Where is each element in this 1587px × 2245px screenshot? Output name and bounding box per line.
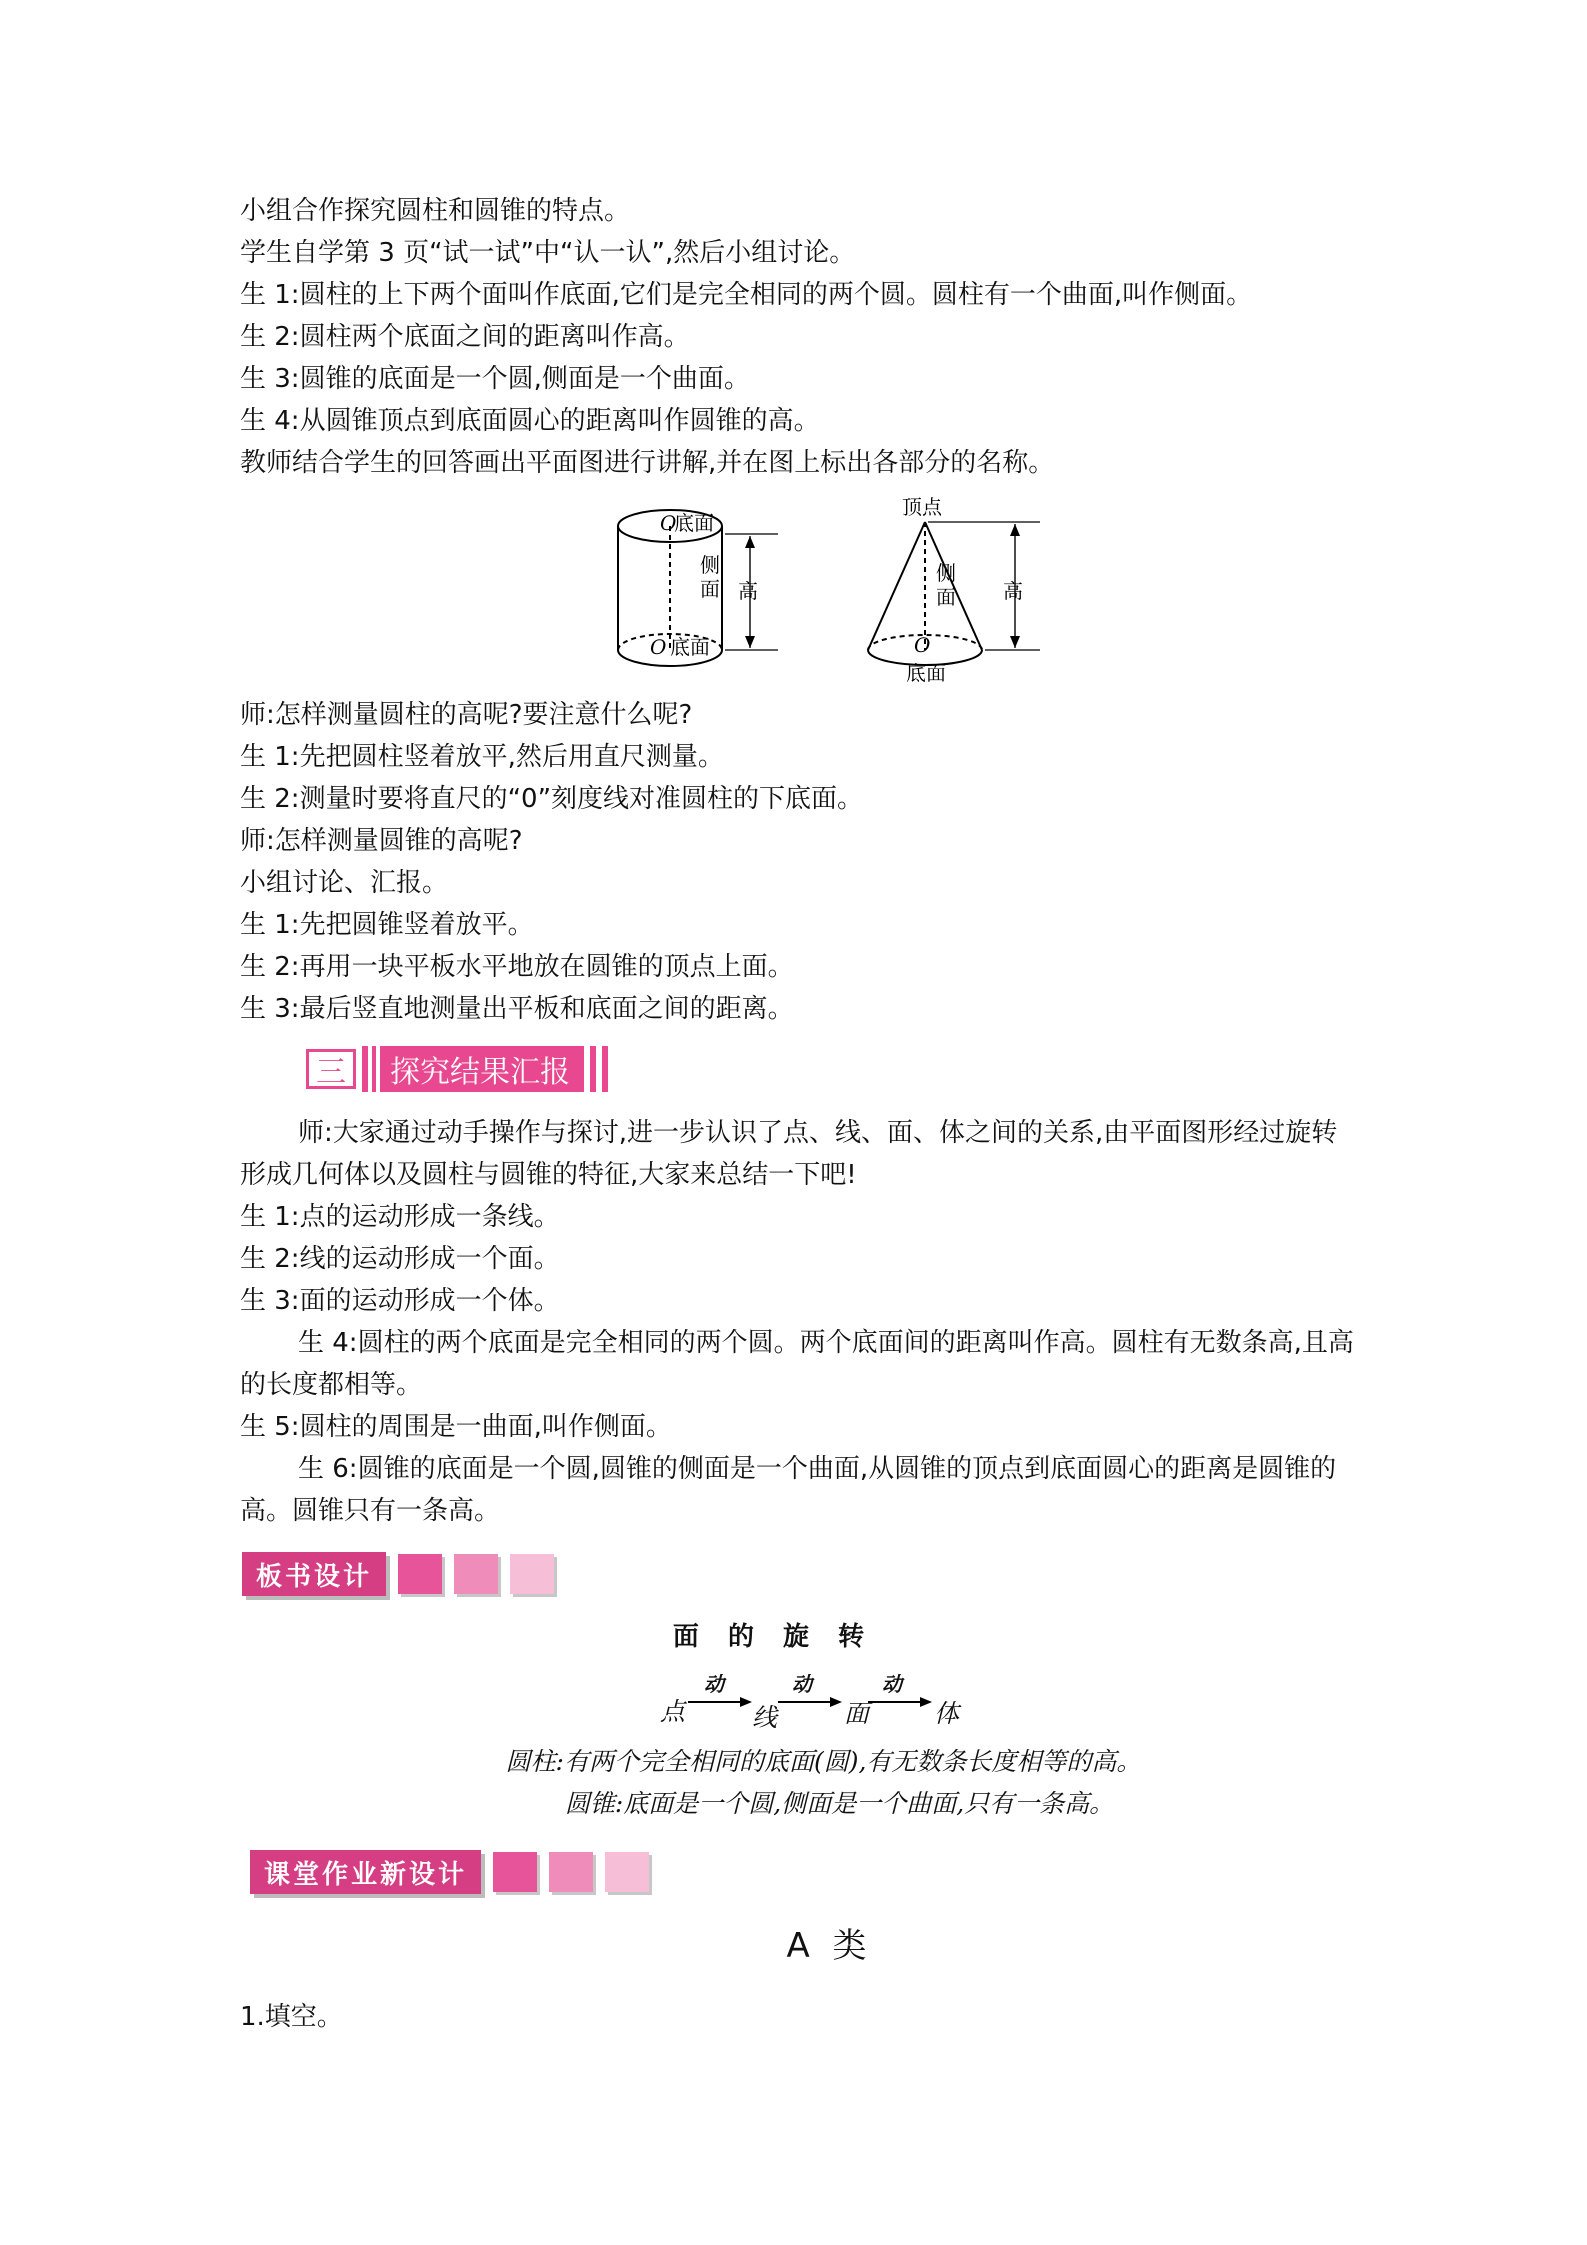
cylinder-top-center: O [660,511,677,535]
decor-square [398,1554,442,1594]
cylinder-top-label: 底面 [674,511,714,535]
dialog-line: 生 3:最后竖直地测量出平板和底面之间的距离。 [240,994,794,1024]
summary-line: 生 1:点的运动形成一条线。 [240,1202,560,1232]
cylinder-bottom-center: O [650,635,667,659]
summary-paragraph: 师:大家通过动手操作与探讨,进一步认识了点、线、面、体之间的关系,由平面图形经过旋转形成几何体以及圆柱与圆锥的特征,大家来总结一下吧! [240,1118,1338,1190]
banner-stripe [602,1046,608,1092]
board-title: 面 的 旋 转 [672,1622,875,1652]
chain-arrow-label: 动 [882,1672,902,1696]
board-design-label: 板书设计 [242,1552,386,1596]
board-cone-line: 圆锥:底面是一个圆,侧面是一个曲面,只有一条高。 [564,1789,1115,1818]
decor-square [454,1554,498,1594]
decor-square [510,1554,554,1594]
dialog-line: 生 1:先把圆柱竖着放平,然后用直尺测量。 [240,742,724,772]
cone-base-label: 底面 [906,661,946,685]
homework-label: 课堂作业新设计 [250,1850,481,1894]
dialog-line: 师:怎样测量圆柱的高呢?要注意什么呢? [240,700,693,730]
dialog-line: 生 2:再用一块平板水平地放在圆锥的顶点上面。 [240,952,794,982]
summary-line: 生 2:线的运动形成一个面。 [240,1244,560,1274]
cone-center-label: O [914,633,931,657]
cylinder-side-label-2: 面 [700,577,720,601]
intro-line: 生 1:圆柱的上下两个面叫作底面,它们是完全相同的两个圆。圆柱有一个曲面,叫作侧面。 [240,280,1253,310]
intro-line: 教师结合学生的回答画出平面图进行讲解,并在图上标出各部分的名称。 [240,448,1055,478]
board-design-header [242,1552,554,1596]
homework-item: 1.填空。 [240,2002,343,2032]
intro-line: 学生自学第 3 页“试一试”中“认一认”,然后小组讨论。 [240,238,856,268]
cone-apex-label: 顶点 [902,495,942,519]
intro-line: 生 3:圆锥的底面是一个圆,侧面是一个曲面。 [240,364,750,394]
banner-stripe [590,1046,596,1092]
intro-line: 生 4:从圆锥顶点到底面圆心的距离叫作圆锥的高。 [240,406,820,436]
cylinder-side-label-1: 侧 [700,553,720,577]
section-number: 三 [306,1049,356,1089]
board-cylinder-line: 圆柱:有两个完全相同的底面(圆),有无数条长度相等的高。 [505,1747,1142,1776]
chain-solid: 体 [934,1699,960,1728]
homework-header [250,1850,649,1894]
dialog-line: 师:怎样测量圆锥的高呢? [240,826,523,856]
intro-line: 小组合作探究圆柱和圆锥的特点。 [240,196,631,226]
cone-side-label-2: 面 [936,585,956,609]
section-banner-3 [306,1046,656,1092]
cylinder-height-label: 高 [738,579,758,603]
motion-chain [660,1668,960,1732]
intro-line: 生 2:圆柱两个底面之间的距离叫作高。 [240,322,690,352]
dialog-line: 生 2:测量时要将直尺的“0”刻度线对准圆柱的下底面。 [240,784,864,814]
chain-arrow [778,1696,842,1708]
cylinder-bottom-label: 底面 [670,635,710,659]
chain-arrow [868,1696,932,1708]
chain-point: 点 [660,1697,686,1726]
solids-figure [560,490,1080,690]
banner-stripe [372,1046,376,1092]
banner-stripe [362,1046,368,1092]
category-heading: A 类 [786,1926,873,1966]
dialog-line: 生 1:先把圆锥竖着放平。 [240,910,534,940]
chain-arrow-label: 动 [704,1672,724,1696]
chain-line: 线 [752,1703,778,1732]
summary-line: 生 3:面的运动形成一个体。 [240,1286,560,1316]
decor-square [493,1852,537,1892]
cone-height-label: 高 [1003,579,1023,603]
cone-side-label-1: 侧 [936,561,956,585]
chain-face: 面 [844,1699,870,1728]
chain-arrow [688,1696,752,1708]
summary-line: 生 5:圆柱的周围是一曲面,叫作侧面。 [240,1412,672,1442]
summary-paragraph: 生 4:圆柱的两个底面是完全相同的两个圆。两个底面间的距离叫作高。圆柱有无数条高,且高的长度都相等。 [240,1328,1354,1400]
decor-square [605,1852,649,1892]
dialog-line: 小组讨论、汇报。 [240,868,449,898]
section-title: 探究结果汇报 [380,1046,584,1092]
summary-paragraph: 生 6:圆锥的底面是一个圆,圆锥的侧面是一个曲面,从圆锥的顶点到底面圆心的距离是圆锥的高。圆锥只有一条高。 [240,1454,1337,1526]
chain-arrow-label: 动 [792,1672,812,1696]
decor-square [549,1852,593,1892]
